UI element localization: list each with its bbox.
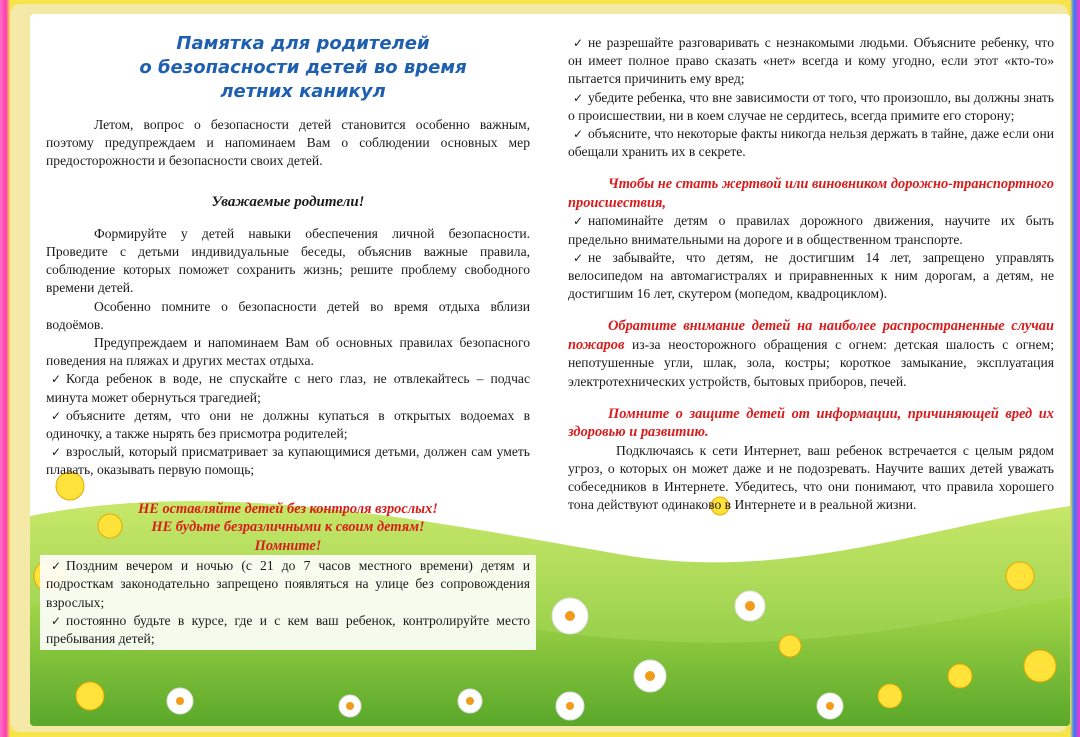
- paragraph-water: Особенно помните о безопасности детей во время отдыха вблизи водоёмов.: [46, 298, 530, 332]
- warning-line-3: Помните!: [254, 537, 322, 554]
- list-item: ✓ Поздним вечером и ночью (с 21 до 7 часов местного времени) детям и подросткам законодательно запрещено появляться на улице без сопровождения взрослых;: [46, 558, 530, 610]
- checkmark-icon: ✓: [50, 372, 62, 387]
- title-line-3: летних каникул: [220, 81, 386, 102]
- fire-paragraph: [568, 317, 1054, 390]
- checkmark-icon: ✓: [50, 408, 62, 423]
- checkmark-icon: ✓: [50, 613, 62, 628]
- checkmark-icon: ✓: [572, 127, 584, 142]
- title-line-1: Памятка для родителей: [176, 33, 430, 54]
- list-item: ✓ взрослый, который присматривает за купающимися детьми, должен сам уметь плавать, оказывать первую помощь;: [46, 444, 530, 478]
- checkmark-icon: ✓: [572, 250, 584, 265]
- checkmark-icon: ✓: [572, 214, 584, 229]
- paragraph-rules: Предупреждаем и напоминаем Вам об основных правилах безопасного поведения на пляжах и других местах отдыха.: [46, 335, 530, 369]
- warning-block: [46, 500, 530, 556]
- list-item: ✓ напоминайте детям о правилах дорожного движения, научите их быть предельно внимательными на дороге и в общественном транспорте.: [568, 213, 1054, 247]
- warning-line-2: НЕ будьте безразличными к своим детям!: [151, 519, 425, 536]
- list-item: ✓ Когда ребенок в воде, не спускайте с него глаз, не отвлекайтесь – подчас минута может обернуться трагедией;: [46, 371, 530, 405]
- list-item: ✓ убедите ребенка, что вне зависимости от того, что произошло, вы должны знать о происшествии, ни в коем случае не сердитесь, всегда примите его сторону;: [568, 89, 1054, 123]
- list-item: ✓ не разрешайте разговаривать с незнакомыми людьми. Объясните ребенку, что он имеет полное право сказать «нет» всегда и кому угодно, если этот «кто-то» пытается причинить ему вред;: [568, 35, 1054, 87]
- evening-rules-box: [40, 555, 536, 650]
- greeting-heading: Уважаемые родители!: [211, 193, 365, 210]
- paragraph-skills: Формируйте у детей навыки обеспечения личной безопасности. Проведите с детьми индивидуальные беседы, объяснив важные правила, соблюдение которых поможет сохранить жизнь; решите проблему свободного времени детей.: [46, 225, 530, 296]
- intro-paragraph: Летом, вопрос о безопасности детей становится особенно важным, поэтому предупреждаем и напоминаем Вам о соблюдении основных мер предосторожности и безопасности своих детей.: [46, 117, 530, 169]
- fire-heading: Обратите внимание детей на наиболее распространенные случаи пожаров: [568, 318, 1054, 353]
- checkmark-icon: ✓: [572, 36, 584, 50]
- list-item: ✓ постоянно будьте в курсе, где и с кем ваш ребенок, контролируйте место пребывания детей;: [46, 612, 530, 646]
- checkmark-icon: ✓: [572, 90, 584, 105]
- traffic-heading: Чтобы не стать жертвой или виновником дорожно-транспортного происшествия,: [568, 176, 1054, 211]
- checkmark-icon: ✓: [50, 559, 62, 574]
- info-paragraph: Подключаясь к сети Интернет, ваш ребенок встречается с целым рядом угроз, о которых он может даже и не подозревать. Научите ваших детей уважать собеседников в Интернете. Убедитесь, что они понимают, что правила хорошего тона действуют одинаково в Интернете и в реальной жизни.: [568, 442, 1054, 513]
- left-column: [46, 32, 530, 650]
- warning-line-1: НЕ оставляйте детей без контроля взрослых!: [138, 500, 438, 517]
- page-frame: [10, 4, 1068, 732]
- right-column: [568, 34, 1054, 515]
- fire-text: из-за неосторожного обращения с огнем: детская шалость с огнем; непотушенные угли, шлак, зола, костры; короткое замыкание, эксплуатация электротехнических устройств, бытовых приборов, печей.: [568, 336, 1054, 389]
- leaflet-sheet: [30, 14, 1070, 726]
- info-heading: Помните о защите детей от информации, причиняющей вред их здоровью и развитию.: [568, 405, 1054, 441]
- list-item: ✓ объясните детям, что они не должны купаться в открытых водоемах в одиночку, а также нырять без присмотра родителей;: [46, 407, 530, 442]
- list-item: ✓ объясните, что некоторые факты никогда нельзя держать в тайне, даже если они обещали хранить их в секрете.: [568, 126, 1054, 160]
- checkmark-icon: ✓: [50, 445, 62, 460]
- list-item: ✓ не забывайте, что детям, не достигшим 14 лет, запрещено управлять велосипедом на автомагистралях и приравненных к ним дорогам, а детям, не достигшим 16 лет, скутером (мопедом, квадроциклом).: [568, 249, 1054, 302]
- leaflet-title: [46, 32, 530, 104]
- title-line-2: о безопасности детей во время: [139, 57, 467, 78]
